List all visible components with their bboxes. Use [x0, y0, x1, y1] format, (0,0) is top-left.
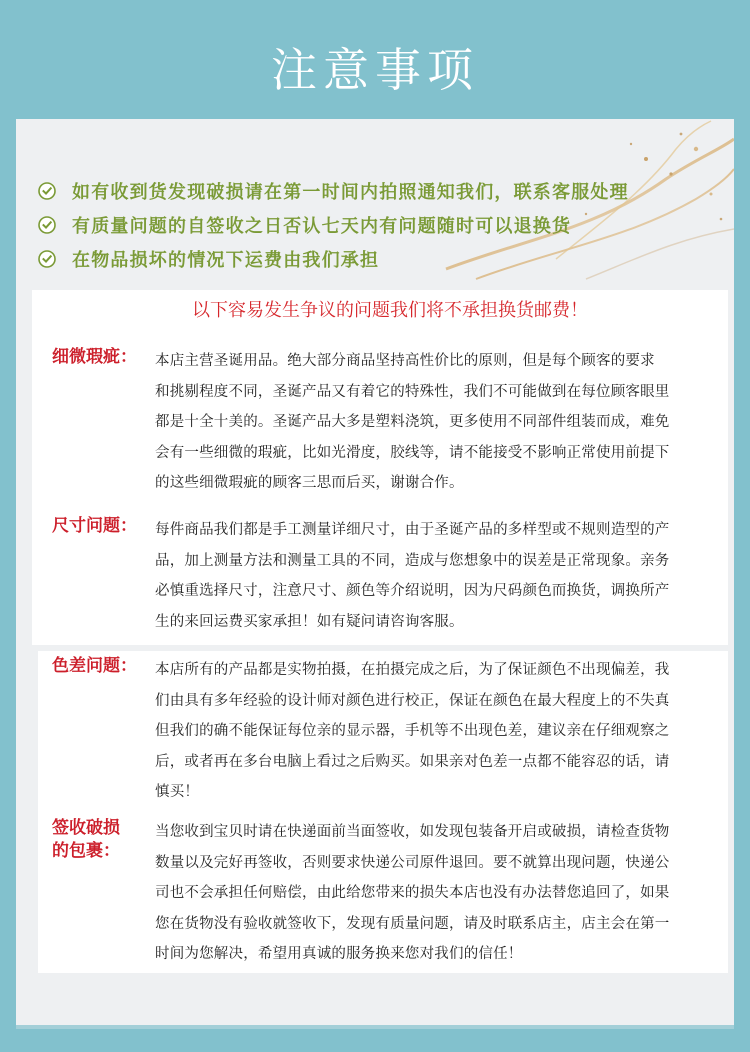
check-circle-icon: [38, 250, 56, 268]
notice-item: [38, 174, 718, 208]
check-circle-icon: [38, 216, 56, 234]
section-text: [155, 655, 685, 808]
text-line: 数量以及完好再签收，否则要求快递公司原件退回。要不就算出现问题，快递公: [155, 854, 670, 871]
section-label: [52, 817, 152, 863]
text-line: 但我们的确不能保证每位亲的显示器，手机等不出现色差，建议亲在仔细观察之: [155, 723, 670, 739]
section-label-line: 签收破损: [52, 818, 120, 838]
notice-text: 如有收到货发现破损请在第一时间内拍照通知我们，联系客服处理: [72, 182, 629, 203]
text-line: 必慎重选择尺寸，注意尺寸、颜色等介绍说明，因为尺码颜色而换货，调换所产: [155, 583, 670, 599]
text-line: 时间为您解决，希望用真诚的服务换来您对我们的信任！: [155, 946, 523, 962]
text-line: 后，或者再在多台电脑上看过之后购买。如果亲对色差一点都不能容忍的话，请: [155, 753, 670, 770]
text-line: 您在货物没有验收就签收下，发现有质量问题，请及时联系店主，店主会在第一: [155, 915, 670, 932]
notice-list: [38, 174, 718, 276]
section-damaged-package: [52, 817, 692, 972]
text-line: 会有一些细微的瑕疵，比如光滑度，胶线等，请不能接受不影响正常使用前提下: [155, 444, 670, 461]
section-size: [52, 515, 692, 640]
notice-item: [38, 242, 718, 276]
text-line: 司也不会承担任何赔偿，由此给您带来的损失本店也没有办法替您追回了，如果: [155, 885, 670, 901]
section-text: [155, 817, 685, 970]
text-line: 们由具有多年经验的设计师对颜色进行校正，保证在颜色在最大程度上的不失真: [155, 692, 670, 709]
text-line: 本店所有的产品都是实物拍摄，在拍摄完成之后，为了保证颜色不出现偏差，我: [155, 662, 670, 678]
page-title: 注意事项: [271, 43, 479, 97]
section-text: [155, 515, 685, 637]
section-color-difference: [52, 655, 692, 810]
text-line: 品，加上测量方法和测量工具的不同，造成与您想象中的误差是正常现象。亲务: [155, 552, 670, 569]
text-line: 慎买！: [155, 784, 200, 800]
policy-headline: 以下容易发生争议的问题我们将不承担换货邮费！: [192, 300, 588, 321]
text-line: 生的来回运费买家承担！如有疑问请咨询客服。: [155, 613, 464, 630]
text-line: 和挑剔程度不同，圣诞产品又有着它的特殊性，我们不可能做到在每位顾客眼里: [155, 383, 670, 400]
text-line: 本店主营圣诞用品。绝大部分商品坚持高性价比的原则，但是每个顾客的要求: [155, 353, 655, 369]
section-label-line: 的包裹：: [52, 841, 120, 861]
notice-text: 有质量问题的自签收之日否认七天内有问题随时可以退换货: [72, 216, 572, 237]
section-minor-flaws: [52, 346, 692, 501]
notice-text: 在物品损坏的情况下运费由我们承担: [72, 250, 380, 271]
text-line: 的这些细微瑕疵的顾客三思而后买，谢谢合作。: [155, 475, 464, 491]
section-label: 尺寸问题：: [52, 516, 137, 536]
section-label: 色差问题：: [52, 656, 137, 676]
notice-item: [38, 208, 718, 242]
text-line: 当您收到宝贝时请在快递面前当面签收，如发现包装备开启或破损，请检查货物: [155, 824, 670, 840]
section-text: [155, 346, 685, 499]
section-label: 细微瑕疵：: [52, 347, 137, 367]
check-circle-icon: [38, 182, 56, 200]
text-line: 每件商品我们都是手工测量详细尺寸，由于圣诞产品的多样型或不规则造型的产: [155, 522, 670, 538]
text-line: 都是十全十美的。圣诞产品大多是塑料浇筑，更多使用不同部件组装而成，难免: [155, 414, 670, 430]
